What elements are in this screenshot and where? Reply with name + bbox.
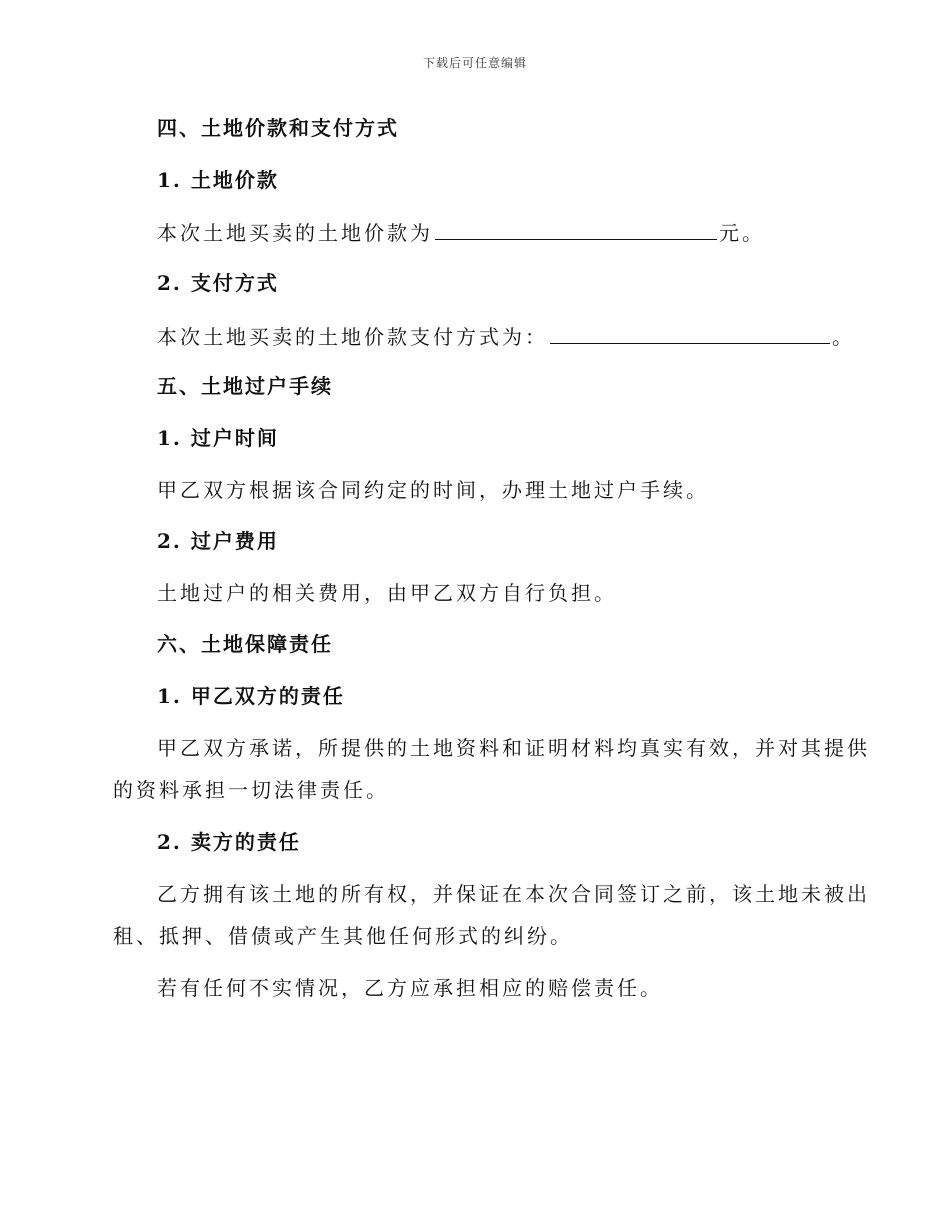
seller-duty-line2: 租、抵押、借债或产生其他任何形式的纠纷。 — [113, 924, 573, 948]
payment-method-end: 。 — [832, 325, 855, 349]
payment-method-line — [157, 321, 855, 351]
section-4-sub1-title: 1. 土地价款 — [157, 168, 279, 192]
section-6-sub2-title: 2. 卖方的责任 — [157, 830, 301, 854]
seller-duty-line3: 若有任何不实情况，乙方应承担相应的赔偿责任。 — [157, 976, 663, 1000]
section-4-sub2-title: 2. 支付方式 — [157, 271, 279, 295]
seller-duty-line1: 乙方拥有该土地的所有权，并保证在本次合同签订之前，该土地未被出 — [157, 882, 870, 906]
transfer-time-text: 甲乙双方根据该合同约定的时间，办理土地过户手续。 — [157, 478, 709, 502]
section-4-title: 四、土地价款和支付方式 — [157, 116, 399, 140]
section-5-title: 五、土地过户手续 — [157, 374, 333, 398]
payment-method-blank — [550, 321, 830, 344]
land-price-blank — [435, 217, 717, 240]
land-price-text: 本次土地买卖的土地价款为 — [157, 221, 433, 245]
land-price-unit: 元。 — [719, 221, 765, 245]
transfer-fee-text: 土地过户的相关费用，由甲乙双方自行负担。 — [157, 581, 617, 605]
header-note: 下载后可任意编辑 — [422, 56, 527, 70]
section-6-sub1-title: 1. 甲乙双方的责任 — [157, 684, 345, 708]
both-parties-duty-line1: 甲乙双方承诺，所提供的土地资料和证明材料均真实有效，并对其提供 — [157, 736, 870, 760]
land-price-line — [157, 217, 765, 247]
section-6-title: 六、土地保障责任 — [157, 632, 333, 656]
section-5-sub1-title: 1. 过户时间 — [157, 426, 279, 450]
payment-method-text: 本次土地买卖的土地价款支付方式为： — [157, 325, 548, 349]
section-5-sub2-title: 2. 过户费用 — [157, 529, 279, 553]
both-parties-duty-line2: 的资料承担一切法律责任。 — [113, 778, 389, 802]
